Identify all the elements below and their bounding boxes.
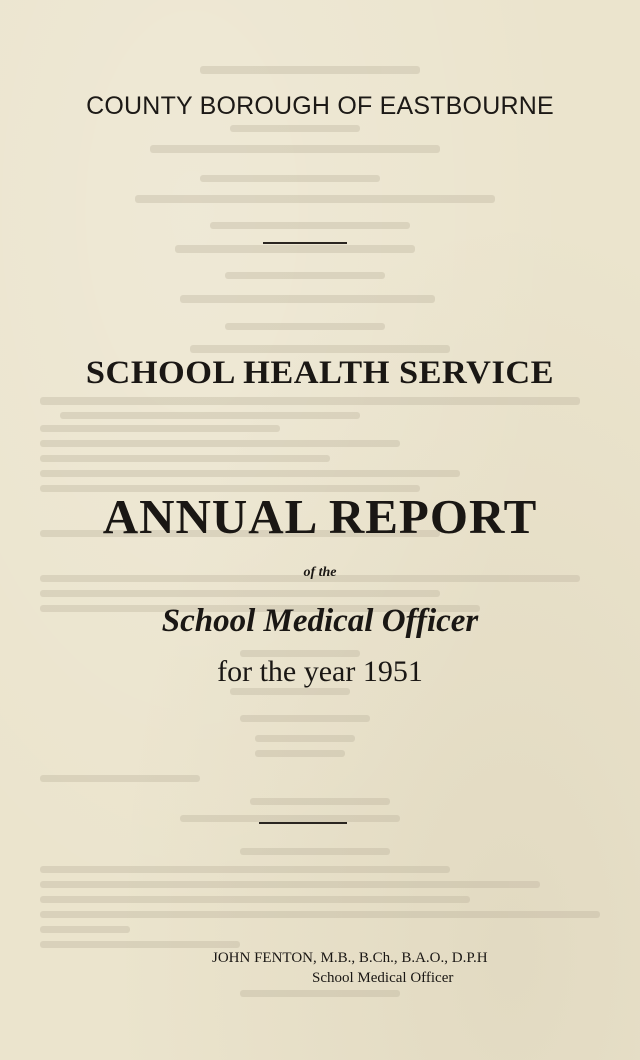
author-name: JOHN FENTON, M.B., B.Ch., B.A.O., D.P.H xyxy=(212,950,488,966)
bottom-divider xyxy=(259,822,347,824)
officer-title: School Medical Officer xyxy=(161,603,479,639)
author-role: School Medical Officer xyxy=(312,970,454,986)
borough-heading: COUNTY BOROUGH OF EASTBOURNE xyxy=(86,92,554,120)
top-divider xyxy=(263,242,347,244)
service-title: SCHOOL HEALTH SERVICE xyxy=(85,355,555,391)
of-the-text: of the xyxy=(303,565,337,580)
report-year: for the year 1951 xyxy=(217,655,423,688)
report-title: ANNUAL REPORT xyxy=(102,489,538,544)
